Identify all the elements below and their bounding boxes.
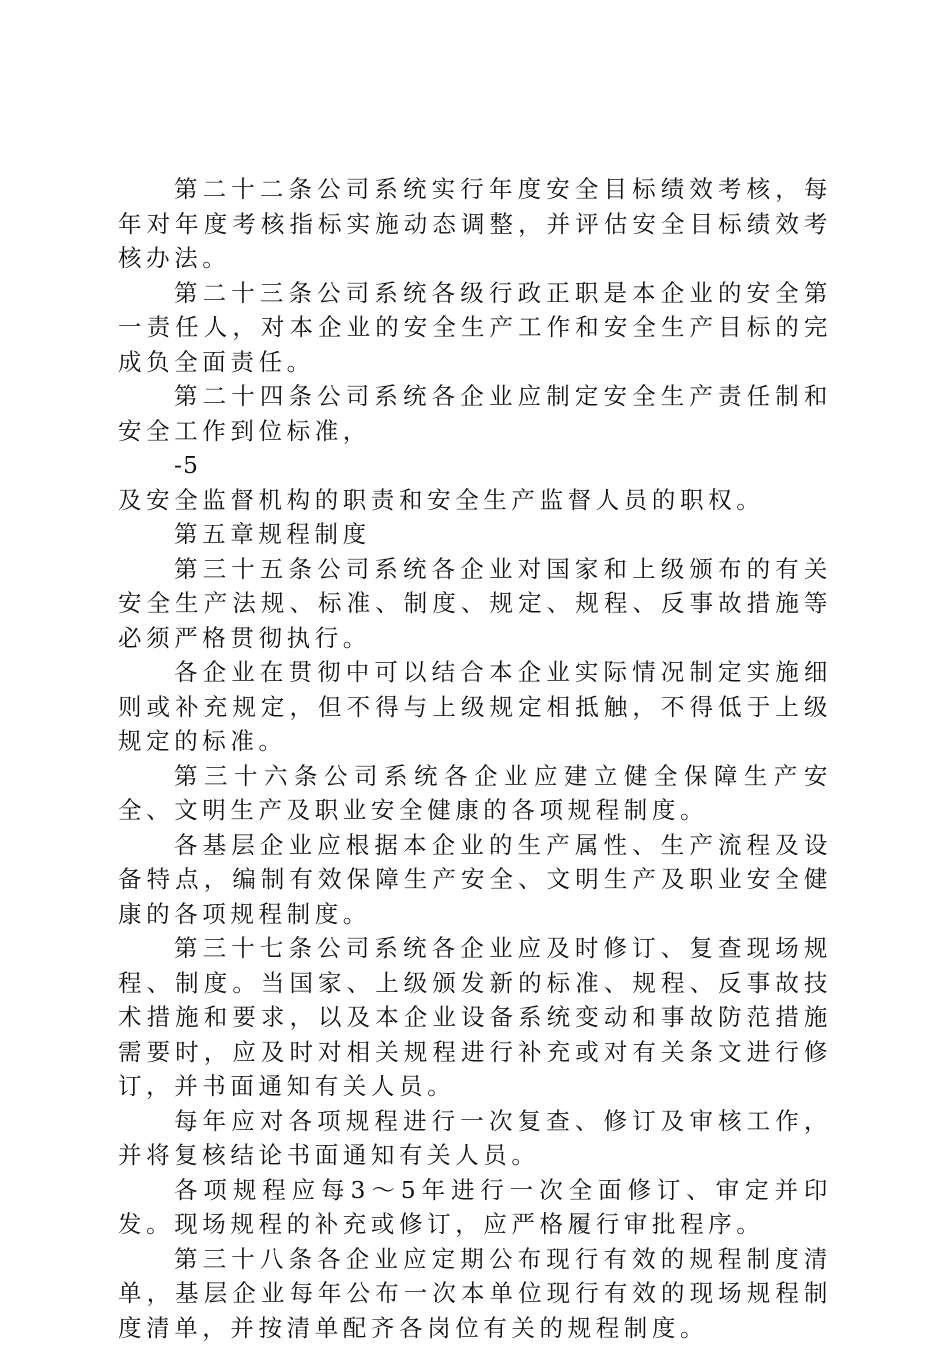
article-36: 第三十六条公司系统各企业应建立健全保障生产安全、文明生产及职业安全健康的各项规程制度。: [118, 759, 832, 828]
chapter-5-heading: 第五章规程制度: [118, 517, 832, 552]
article-23: 第二十三条公司系统各级行政正职是本企业的安全第一责任人，对本企业的安全生产工作和安全生产目标的完成负全面责任。: [118, 276, 832, 380]
article-37: 第三十七条公司系统各企业应及时修订、复查现场规程、制度。当国家、上级颁发新的标准、规程、反事故技术措施和要求，以及本企业设备系统变动和事故防范措施需要时，应及时对相关规程进行补充或对有关条文进行修订，并书面通知有关人员。: [118, 931, 832, 1104]
article-35: 第三十五条公司系统各企业对国家和上级颁布的有关安全生产法规、标准、制度、规定、规程、反事故措施等必须严格贯彻执行。: [118, 552, 832, 656]
document-body: [118, 172, 832, 1345]
article-38: 第三十八条各企业应定期公布现行有效的规程制度清单，基层企业每年公布一次本单位现行有效的现场规程制度清单，并按清单配齐各岗位有关的规程制度。: [118, 1242, 832, 1345]
article-22: 第二十二条公司系统实行年度安全目标绩效考核，每年对年度考核指标实施动态调整，并评估安全目标绩效考核办法。: [118, 172, 832, 276]
article-37-paragraph-2: 每年应对各项规程进行一次复查、修订及审核工作，并将复核结论书面通知有关人员。: [118, 1104, 832, 1173]
page-number: -5: [118, 448, 832, 483]
article-24: 第二十四条公司系统各企业应制定安全生产责任制和安全工作到位标准，: [118, 379, 832, 448]
article-37-paragraph-3: 各项规程应每3～5年进行一次全面修订、审定并印发。现场规程的补充或修订，应严格履行审批程序。: [118, 1173, 832, 1242]
article-24-continued: 及安全监督机构的职责和安全生产监督人员的职权。: [118, 483, 832, 518]
article-36-paragraph-2: 各基层企业应根据本企业的生产属性、生产流程及设备特点，编制有效保障生产安全、文明生产及职业安全健康的各项规程制度。: [118, 828, 832, 932]
article-35-paragraph-2: 各企业在贯彻中可以结合本企业实际情况制定实施细则或补充规定，但不得与上级规定相抵触，不得低于上级规定的标准。: [118, 655, 832, 759]
